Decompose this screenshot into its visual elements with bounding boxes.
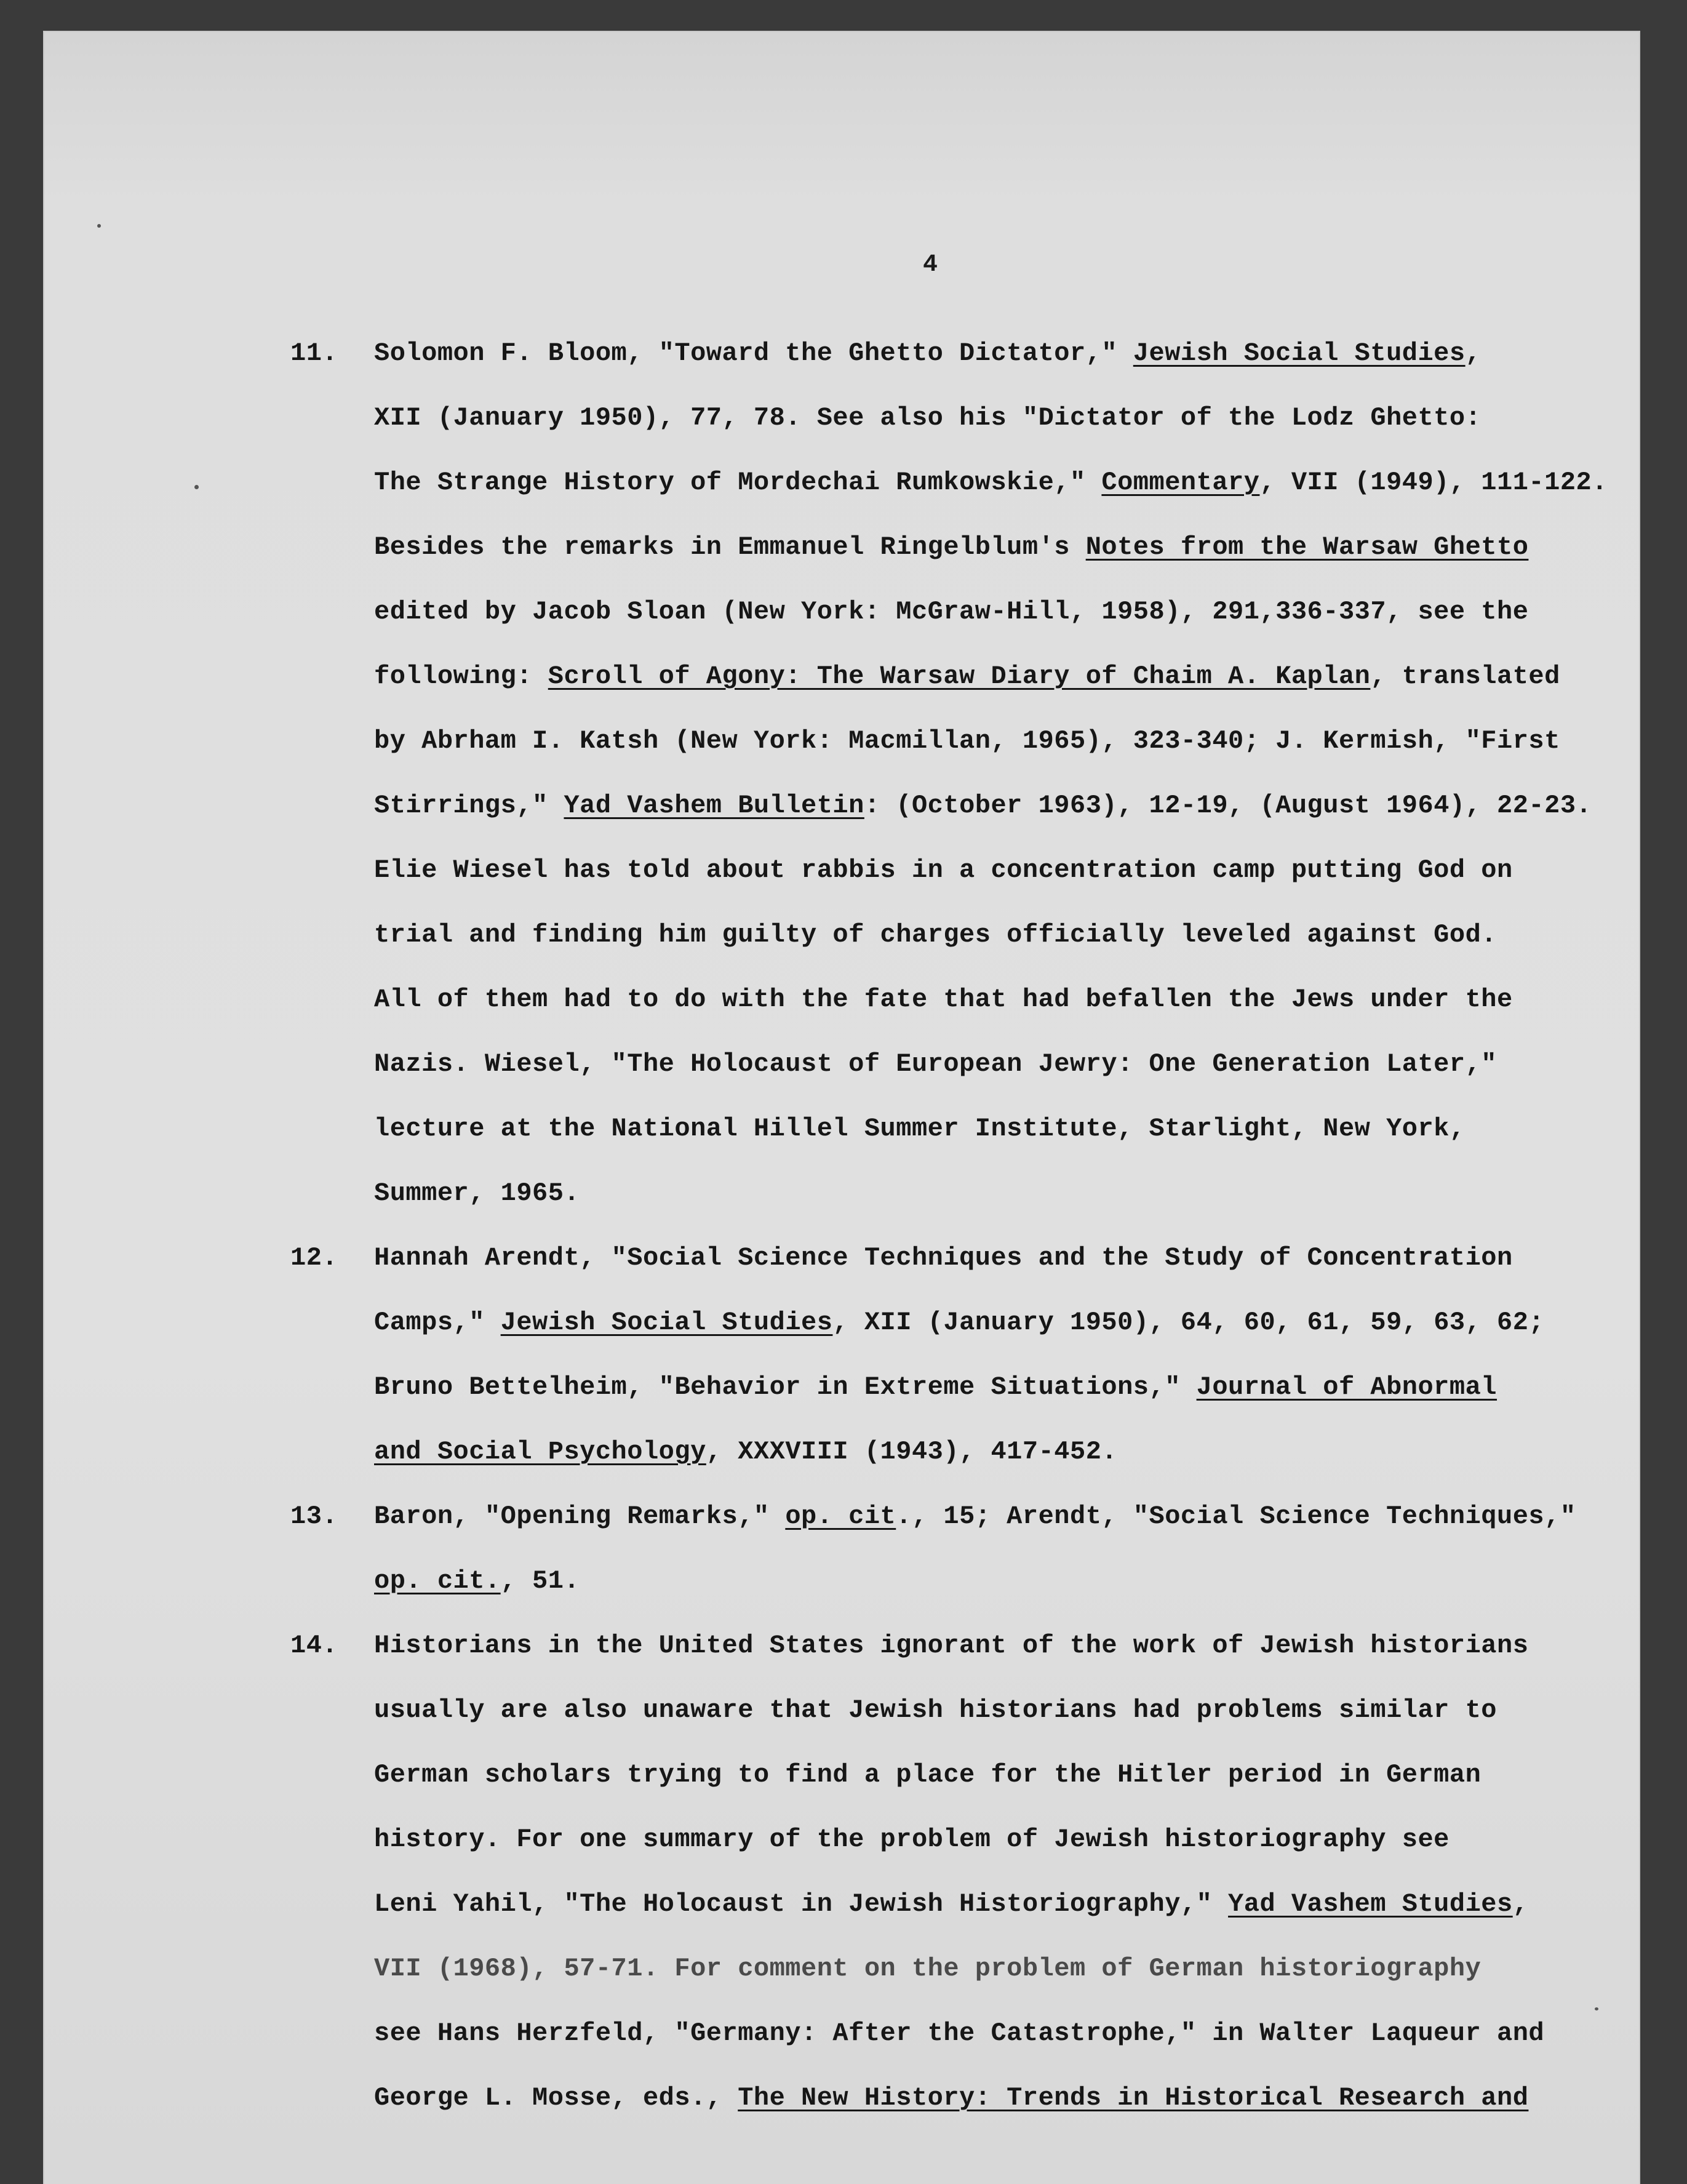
footnote-line: [374, 1420, 1632, 1484]
text-run: following:: [374, 662, 548, 691]
footnote-line: [374, 1161, 1632, 1226]
faint-text-run: VII (1968), 57-71. For comment on the problem of German historiography: [374, 1954, 1482, 1983]
text-run: , VII (1949), 111-122.: [1259, 468, 1608, 497]
footnote-line: [374, 386, 1632, 450]
footnote-line: [374, 1807, 1632, 1872]
document-page: [44, 32, 1639, 2184]
footnote-number: 12.: [290, 1243, 338, 1273]
footnote-line: [374, 709, 1632, 774]
footnote-line: [374, 903, 1632, 967]
footnote-line: [374, 1097, 1632, 1161]
footnote-line: [374, 1678, 1632, 1743]
text-run: ., 15; Arendt, "Social Science Techniques,": [896, 1502, 1576, 1531]
underlined-title: Yad Vashem Bulletin: [564, 791, 864, 820]
text-run: The Strange History of Mordechai Rumkowskie,": [374, 468, 1102, 497]
footnote-line: [374, 838, 1632, 903]
footnote-line: [374, 580, 1632, 644]
footnote-line: [374, 515, 1632, 580]
text-run: Besides the remarks in Emmanuel Ringelblum's: [374, 532, 1086, 562]
text-run: , XII (January 1950), 64, 60, 61, 59, 63, 62;: [832, 1308, 1545, 1337]
underlined-title: op. cit.: [374, 1566, 501, 1596]
footnote-line: [374, 1614, 1632, 1678]
footnote-line: [374, 1290, 1632, 1355]
footnote-line: [374, 1743, 1632, 1807]
text-run: ,: [1465, 338, 1482, 368]
footnote-line: [374, 967, 1632, 1032]
text-run: ,: [1512, 1889, 1529, 1919]
footnote: [290, 1484, 1632, 1614]
text-run: Historians in the United States ignorant of the work of Jewish historians: [374, 1631, 1529, 1660]
footnote-line: [374, 1872, 1632, 1937]
footnote-line: [374, 1226, 1632, 1290]
footnote-number: 13.: [290, 1502, 338, 1531]
footnote-number: 14.: [290, 1631, 338, 1660]
underlined-title: Yad Vashem Studies: [1228, 1889, 1513, 1919]
text-run: Summer, 1965.: [374, 1178, 580, 1208]
underlined-title: Journal of Abnormal: [1196, 1372, 1498, 1402]
text-run: see Hans Herzfeld, "Germany: After the Catastrophe," in Walter Laqueur and: [374, 2018, 1545, 2048]
text-run: usually are also unaware that Jewish historians had problems similar to: [374, 1695, 1497, 1725]
footnote-line: [374, 1484, 1632, 1549]
text-run: Camps,": [374, 1308, 501, 1337]
text-run: Nazis. Wiesel, "The Holocaust of European Jewry: One Generation Later,": [374, 1049, 1497, 1079]
footnote-line: [374, 1355, 1632, 1420]
footnote-line: [374, 1937, 1632, 2001]
text-run: by Abrham I. Katsh (New York: Macmillan, 1965), 323-340; J. Kermish, "First: [374, 726, 1560, 756]
footnote-line: [374, 2066, 1632, 2130]
text-run: history. For one summary of the problem of Jewish historiography see: [374, 1825, 1450, 1854]
footnotes-list: [290, 321, 1632, 2130]
text-run: All of them had to do with the fate that had befallen the Jews under the: [374, 985, 1513, 1014]
text-run: Bruno Bettelheim, "Behavior in Extreme Situations,": [374, 1372, 1197, 1402]
footnote-line: [374, 1549, 1632, 1614]
underlined-title: Scroll of Agony: The Warsaw Diary of Chaim A. Kaplan: [548, 662, 1371, 691]
page-speck: [194, 485, 199, 489]
text-run: : (October 1963), 12-19, (August 1964), 22-23.: [864, 791, 1592, 820]
footnote: [290, 321, 1632, 1226]
text-run: Solomon F. Bloom, "Toward the Ghetto Dictator,": [374, 338, 1133, 368]
text-run: Stirrings,": [374, 791, 564, 820]
text-run: German scholars trying to find a place for the Hitler period in German: [374, 1760, 1482, 1790]
underlined-title: Commentary: [1101, 468, 1260, 497]
footnote: [290, 1614, 1632, 2130]
page-speck: [97, 224, 101, 228]
text-run: edited by Jacob Sloan (New York: McGraw-Hill, 1958), 291,336-337, see the: [374, 597, 1529, 626]
text-run: Baron, "Opening Remarks,": [374, 1502, 786, 1531]
underlined-title: op. cit: [785, 1502, 896, 1531]
text-run: George L. Mosse, eds.,: [374, 2083, 738, 2113]
underlined-title: Jewish Social Studies: [500, 1308, 833, 1337]
underlined-title: The New History: Trends in Historical Research and: [738, 2083, 1529, 2113]
underlined-title: and Social Psychology: [374, 1437, 706, 1466]
footnote-line: [374, 644, 1632, 709]
text-run: trial and finding him guilty of charges officially leveled against God.: [374, 920, 1497, 950]
text-run: , 51.: [500, 1566, 580, 1596]
text-run: XII (January 1950), 77, 78. See also his "Dictator of the Lodz Ghetto:: [374, 403, 1482, 433]
footnote-line: [374, 774, 1632, 838]
footnote-line: [374, 450, 1632, 515]
text-run: Leni Yahil, "The Holocaust in Jewish Historiography,": [374, 1889, 1229, 1919]
underlined-title: Jewish Social Studies: [1133, 338, 1466, 368]
footnote: [290, 1226, 1632, 1484]
text-run: Elie Wiesel has told about rabbis in a concentration camp putting God on: [374, 855, 1513, 885]
footnote-line: [374, 1032, 1632, 1097]
footnote-line: [374, 2001, 1632, 2066]
page-number: 4: [923, 251, 938, 279]
text-run: lecture at the National Hillel Summer Institute, Starlight, New York,: [374, 1114, 1466, 1143]
footnote-number: 11.: [290, 338, 338, 368]
text-run: Hannah Arendt, "Social Science Techniques and the Study of Concentration: [374, 1243, 1513, 1273]
text-run: , translated: [1370, 662, 1560, 691]
footnote-line: [374, 321, 1632, 386]
text-run: , XXXVIII (1943), 417-452.: [706, 1437, 1118, 1466]
underlined-title: Notes from the Warsaw Ghetto: [1085, 532, 1529, 562]
